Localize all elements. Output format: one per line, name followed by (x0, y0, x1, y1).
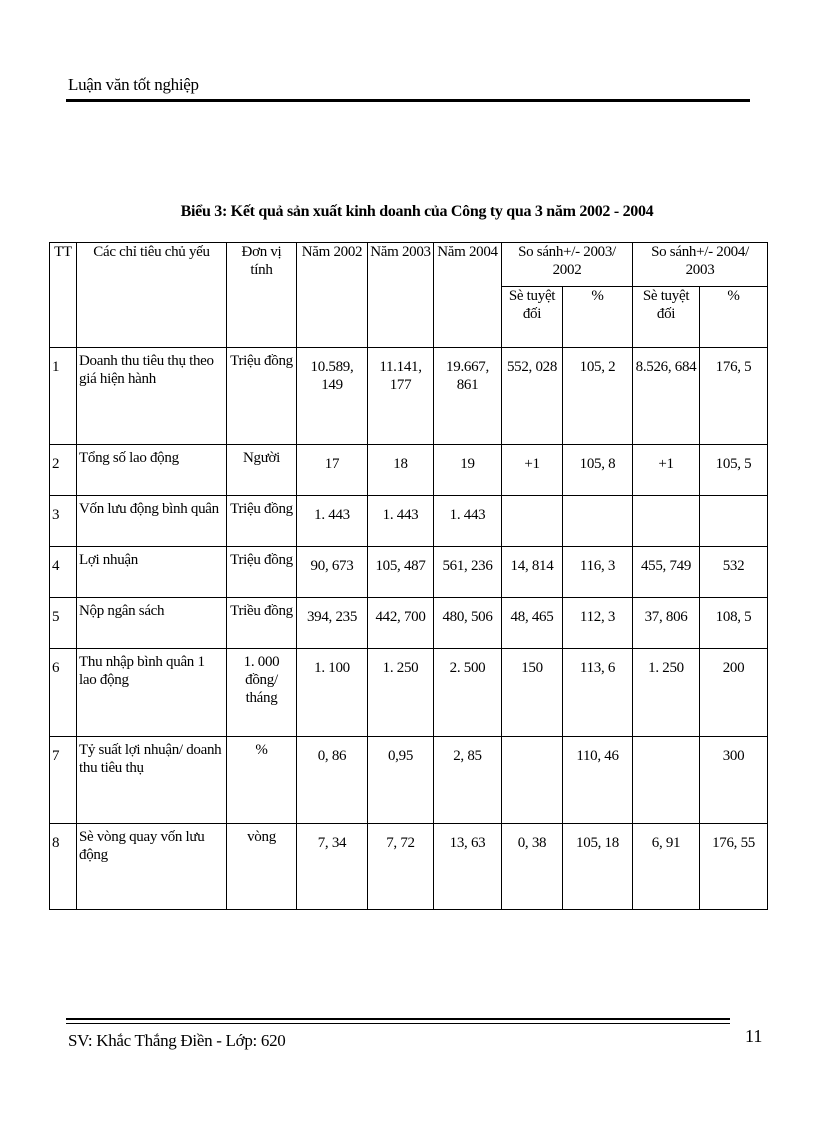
cell-pct-2: 176, 5 (700, 348, 768, 445)
cell-2003: 442, 700 (368, 598, 434, 649)
header-compare-2003-2002: So sánh+/- 2003/ 2002 (502, 243, 633, 287)
cell-2002: 1. 100 (297, 649, 368, 737)
header-year-2003: Năm 2003 (368, 243, 434, 348)
table-row (50, 598, 768, 649)
table-title: Biểu 3: Kết quả sản xuất kinh doanh của Công ty qua 3 năm 2002 - 2004 (180, 203, 654, 220)
cell-indicator: Doanh thu tiêu thụ theo giá hiện hành (77, 348, 227, 445)
cell-2004: 2. 500 (434, 649, 502, 737)
header-percent-2: % (700, 287, 768, 348)
cell-indicator: Sè vòng quay vốn lưu động (77, 824, 227, 910)
cell-2003: 1. 443 (368, 496, 434, 547)
cell-tt: 7 (50, 737, 77, 824)
header-unit: Đơn vị tính (227, 243, 297, 348)
header-tt: TT (50, 243, 77, 348)
cell-pct-1: 113, 6 (563, 649, 633, 737)
cell-tt: 5 (50, 598, 77, 649)
cell-abs-1: 552, 028 (502, 348, 563, 445)
cell-pct-2: 300 (700, 737, 768, 824)
cell-indicator: Thu nhập bình quân 1 lao động (77, 649, 227, 737)
header-rule (66, 99, 750, 102)
cell-indicator: Nộp ngân sách (77, 598, 227, 649)
cell-2002: 17 (297, 445, 368, 496)
cell-2002: 0, 86 (297, 737, 368, 824)
cell-abs-1: 0, 38 (502, 824, 563, 910)
cell-unit: Người (227, 445, 297, 496)
header-year-2002: Năm 2002 (297, 243, 368, 348)
cell-tt: 8 (50, 824, 77, 910)
header-indicator: Các chỉ tiêu chủ yếu (77, 243, 227, 348)
page-header: Luận văn tốt nghiệp (68, 75, 199, 94)
table-row (50, 649, 768, 737)
cell-pct-1: 116, 3 (563, 547, 633, 598)
table-row (50, 824, 768, 910)
cell-2004: 19.667, 861 (434, 348, 502, 445)
cell-indicator: Vốn lưu động bình quân (77, 496, 227, 547)
cell-pct-1 (563, 496, 633, 547)
cell-2003: 11.141, 177 (368, 348, 434, 445)
cell-unit: Triều đồng (227, 598, 297, 649)
cell-pct-2: 532 (700, 547, 768, 598)
cell-pct-1: 105, 18 (563, 824, 633, 910)
cell-pct-1: 110, 46 (563, 737, 633, 824)
cell-2002: 1. 443 (297, 496, 368, 547)
header-year-2004: Năm 2004 (434, 243, 502, 348)
cell-2004: 2, 85 (434, 737, 502, 824)
cell-tt: 2 (50, 445, 77, 496)
cell-abs-2: 8.526, 684 (633, 348, 700, 445)
cell-2004: 19 (434, 445, 502, 496)
cell-tt: 4 (50, 547, 77, 598)
cell-2002: 10.589, 149 (297, 348, 368, 445)
cell-abs-1: +1 (502, 445, 563, 496)
table-row (50, 445, 768, 496)
cell-pct-2 (700, 496, 768, 547)
footer-rule (66, 1018, 730, 1020)
cell-pct-2: 200 (700, 649, 768, 737)
cell-pct-2: 176, 55 (700, 824, 768, 910)
results-table (49, 242, 768, 910)
cell-unit: Triệu đồng (227, 348, 297, 445)
cell-unit: Triệu đồng (227, 496, 297, 547)
cell-pct-1: 105, 8 (563, 445, 633, 496)
cell-abs-2: 455, 749 (633, 547, 700, 598)
cell-abs-2: 37, 806 (633, 598, 700, 649)
cell-pct-1: 112, 3 (563, 598, 633, 649)
cell-2003: 0,95 (368, 737, 434, 824)
cell-2004: 1. 443 (434, 496, 502, 547)
cell-abs-2 (633, 737, 700, 824)
table-row (50, 348, 768, 445)
cell-2004: 13, 63 (434, 824, 502, 910)
cell-pct-2: 108, 5 (700, 598, 768, 649)
page-footer: SV: Khắc Thắng Điền - Lớp: 620 (68, 1031, 286, 1050)
cell-abs-1: 150 (502, 649, 563, 737)
cell-abs-2: +1 (633, 445, 700, 496)
header-absolute-1: Sè tuyệt đối (502, 287, 563, 348)
cell-indicator: Tỷ suất lợi nhuận/ doanh thu tiêu thụ (77, 737, 227, 824)
header-percent-1: % (563, 287, 633, 348)
header-absolute-2: Sè tuyệt đối (633, 287, 700, 348)
cell-unit: 1. 000 đồng/ tháng (227, 649, 297, 737)
cell-unit: % (227, 737, 297, 824)
table-row (50, 737, 768, 824)
cell-2003: 18 (368, 445, 434, 496)
cell-pct-2: 105, 5 (700, 445, 768, 496)
cell-pct-1: 105, 2 (563, 348, 633, 445)
cell-abs-1 (502, 496, 563, 547)
page-number: 11 (745, 1026, 763, 1046)
cell-unit: Triệu đồng (227, 547, 297, 598)
cell-abs-2: 6, 91 (633, 824, 700, 910)
cell-abs-1: 14, 814 (502, 547, 563, 598)
cell-unit: vòng (227, 824, 297, 910)
cell-2002: 90, 673 (297, 547, 368, 598)
cell-2004: 561, 236 (434, 547, 502, 598)
cell-abs-1 (502, 737, 563, 824)
cell-2003: 7, 72 (368, 824, 434, 910)
cell-2004: 480, 506 (434, 598, 502, 649)
cell-indicator: Lợi nhuận (77, 547, 227, 598)
cell-2003: 105, 487 (368, 547, 434, 598)
footer-rule-thin (66, 1023, 730, 1024)
table-row (50, 547, 768, 598)
cell-2002: 394, 235 (297, 598, 368, 649)
cell-abs-2: 1. 250 (633, 649, 700, 737)
cell-indicator: Tổng số lao động (77, 445, 227, 496)
cell-abs-2 (633, 496, 700, 547)
cell-tt: 6 (50, 649, 77, 737)
cell-2002: 7, 34 (297, 824, 368, 910)
cell-2003: 1. 250 (368, 649, 434, 737)
cell-tt: 3 (50, 496, 77, 547)
cell-abs-1: 48, 465 (502, 598, 563, 649)
table-row (50, 496, 768, 547)
header-compare-2004-2003: So sánh+/- 2004/ 2003 (633, 243, 768, 287)
cell-tt: 1 (50, 348, 77, 445)
